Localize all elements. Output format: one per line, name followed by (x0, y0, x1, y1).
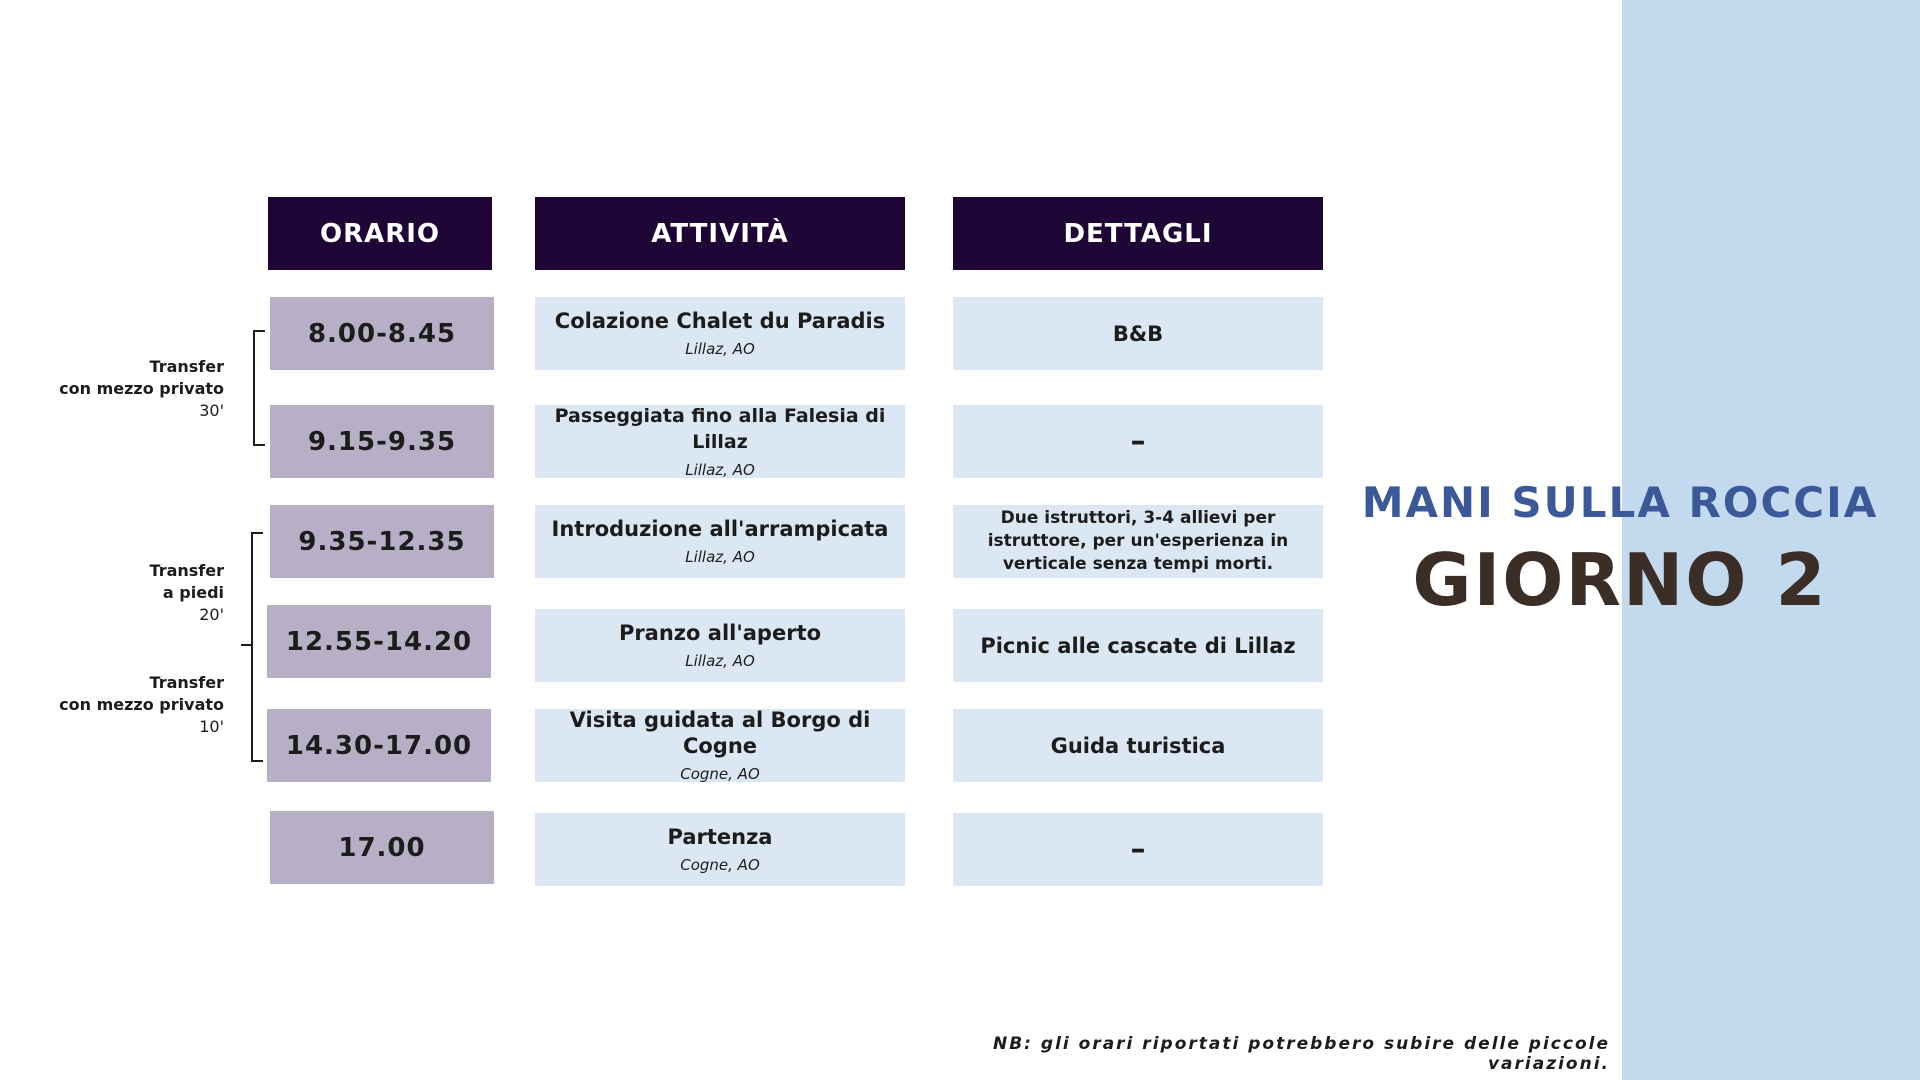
activity-cell (535, 505, 905, 578)
transfer-duration: 10' (199, 717, 224, 736)
transfer-line2: a piedi (162, 583, 224, 602)
activity-cell (535, 609, 905, 682)
time-cell (270, 505, 494, 578)
time-text: 14.30-17.00 (285, 730, 473, 761)
activity-location: Lillaz, AO (685, 461, 755, 479)
time-text: 8.00-8.45 (307, 318, 457, 349)
header-dettagli (953, 197, 1323, 270)
activity-cell (535, 405, 905, 478)
activity-title: Introduzione all'arrampicata (551, 517, 889, 541)
time-text: 12.55-14.20 (285, 626, 473, 657)
activity-title: Visita guidata al Borgo di Cogne (569, 708, 871, 758)
activity-title: Colazione Chalet du Paradis (554, 309, 886, 333)
details-text: – (1130, 831, 1146, 867)
transfer-bracket (253, 330, 265, 446)
activity-cell (535, 297, 905, 370)
time-text: 17.00 (338, 832, 426, 863)
time-cell (267, 605, 491, 678)
transfer-line2: con mezzo privato (59, 695, 224, 714)
transfer-duration: 30' (199, 401, 224, 420)
bracket-tick (241, 644, 251, 646)
time-cell (270, 297, 494, 370)
details-text: – (1130, 423, 1146, 459)
activity-title: Partenza (667, 825, 773, 849)
transfer-duration: 20' (199, 605, 224, 624)
time-text: 9.35-12.35 (298, 526, 466, 557)
time-cell (270, 811, 494, 884)
details-text: B&B (1112, 321, 1164, 346)
page-subtitle: GIORNO 2 (1412, 538, 1828, 622)
activity-cell (535, 813, 905, 886)
transfer-line2: con mezzo privato (59, 379, 224, 398)
details-cell (953, 813, 1323, 886)
time-cell (270, 405, 494, 478)
page-title: MANI SULLA ROCCIA (1361, 478, 1879, 527)
header-attivita (535, 197, 905, 270)
activity-location: Lillaz, AO (685, 548, 755, 566)
activity-cell (535, 709, 905, 782)
transfer-line1: Transfer (149, 357, 224, 376)
details-text: Guida turistica (1050, 733, 1226, 758)
header-dettagli-label: DETTAGLI (1063, 218, 1213, 249)
transfer-label (4, 356, 224, 422)
details-text: Due istruttori, 3-4 allievi per istruttore, per un'esperienza in verticale senza tempi morti. (987, 508, 1289, 574)
activity-location: Lillaz, AO (685, 340, 755, 358)
footnote: NB: gli orari riportati potrebbero subire delle piccole variazioni. (993, 1034, 1610, 1074)
details-text: Picnic alle cascate di Lillaz (980, 633, 1296, 658)
header-attivita-label: ATTIVITÀ (651, 218, 789, 249)
activity-title: Pranzo all'aperto (618, 621, 822, 645)
transfer-line1: Transfer (149, 673, 224, 692)
details-cell (953, 609, 1323, 682)
transfer-label (4, 672, 224, 738)
transfer-label (4, 560, 224, 626)
details-cell (953, 505, 1323, 578)
activity-location: Lillaz, AO (685, 652, 755, 670)
details-cell (953, 297, 1323, 370)
header-orario-label: ORARIO (319, 218, 441, 249)
details-cell (953, 405, 1323, 478)
transfer-line1: Transfer (149, 561, 224, 580)
details-cell (953, 709, 1323, 782)
activity-title: Passeggiata fino alla Falesia di Lillaz (554, 405, 886, 453)
time-text: 9.15-9.35 (307, 426, 457, 457)
activity-location: Cogne, AO (680, 765, 760, 783)
activity-location: Cogne, AO (680, 856, 760, 874)
transfer-bracket (251, 532, 263, 762)
header-orario (268, 197, 492, 270)
time-cell (267, 709, 491, 782)
